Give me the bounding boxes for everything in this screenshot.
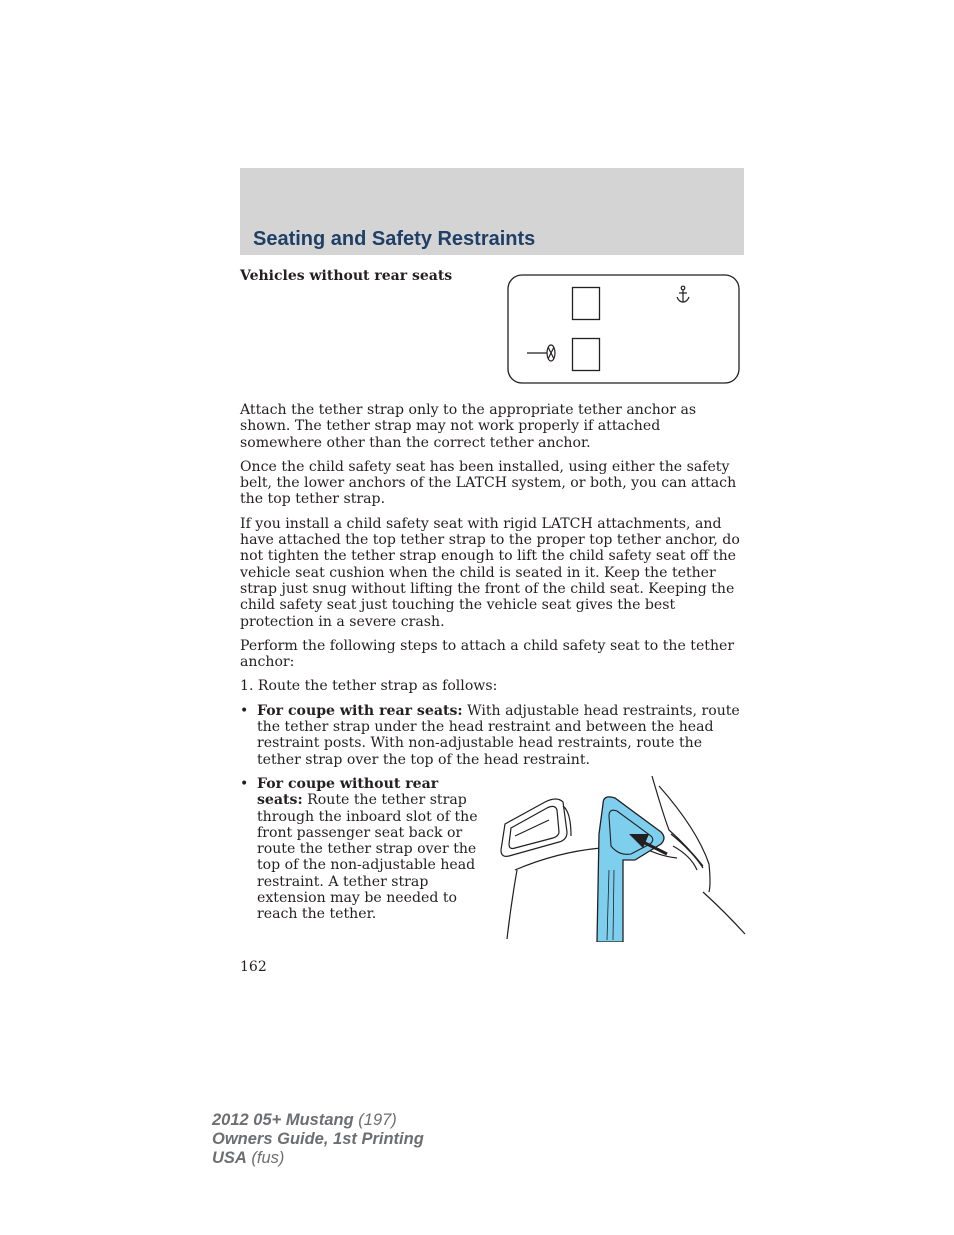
vehicle-seat-diagram [507,274,741,385]
bullet-text: With adjustable head restraints, route the tether strap under the head restraint and between the head restraint posts. With non-adjustable head restraints, route the tether strap over the top of the head restraint. [257,702,740,768]
footer-guide: Owners Guide, 1st Printing [212,1130,424,1148]
bullet-text: Route the tether strap through the inboard slot of the front passenger seat back or route the tether strap over the top of the non-adjustable head restraint. A tether strap extension may be needed to reach the tether. [257,792,478,923]
footer-line [212,1111,424,1130]
steering-wheel-icon [527,345,555,361]
bullet-mark: • [240,702,249,719]
anchor-icon [677,286,689,302]
bullet-lead: For coupe without rear seats: [257,775,439,809]
seat-icon [573,339,600,371]
paragraph: If you install a child safety seat with rigid LATCH attachments, and have attached the top tether strap to the proper top tether anchor, do not tighten the tether strap enough to lift the child safety seat off the vehicle seat cushion when the child is seated in it. Keep the tether strap just snug without lifting the front of the child seat. Keeping the child safety seat just touching the vehicle seat gives the best protection in a severe crash. [240,515,740,630]
bullet-mark: • [240,775,249,792]
seat-icon [573,288,600,320]
step-1: 1. Route the tether strap as follows: [240,678,498,695]
subheading: Vehicles without rear seats [240,268,453,284]
footer-code: (197) [353,1111,397,1129]
footer-line [212,1130,424,1149]
bullet-coupe-without-rear-seats [240,776,485,923]
bullet-coupe-with-rear-seats [240,703,746,768]
footer-model: 2012 05+ Mustang [212,1111,354,1129]
paragraph: Perform the following steps to attach a child safety seat to the tether anchor: [240,637,735,671]
paragraph: Attach the tether strap only to the appropriate tether anchor as shown. The tether strap may not work properly if attached somewhere other than the correct tether anchor. [240,402,697,451]
footer [212,1111,424,1168]
paragraph: Once the child safety seat has been installed, using either the safety belt, the lower anchors of the LATCH system, or both, you can attach the top tether strap. [240,458,737,508]
page-number: 162 [240,959,267,975]
footer-market-code: (fus) [246,1149,285,1167]
footer-line [212,1149,424,1168]
section-title: Seating and Safety Restraints [253,228,536,250]
tether-strap-illustration [497,774,747,942]
bullet-lead: For coupe with rear seats: [257,702,463,719]
footer-market: USA [212,1149,247,1167]
section-header-band [240,168,744,255]
